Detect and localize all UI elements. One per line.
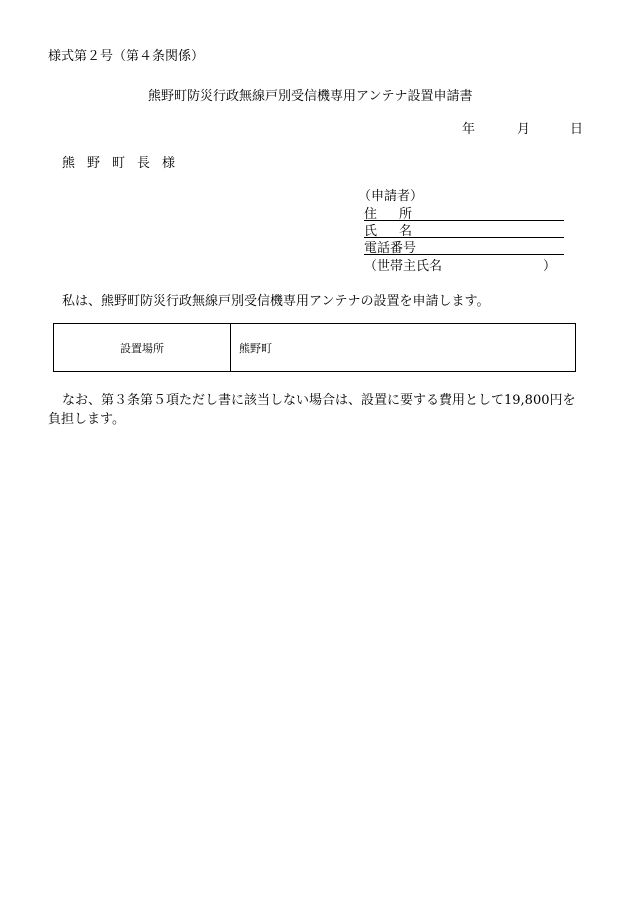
address-field[interactable] xyxy=(364,203,564,221)
installation-location-table xyxy=(53,323,576,372)
application-statement: 私は、熊野町防災行政無線戸別受信機専用アンテナの設置を申請します。 xyxy=(62,294,490,309)
document-title: 熊野町防災行政無線戸別受信機専用アンテナ設置申請書 xyxy=(148,89,473,104)
date-day-label: 日 xyxy=(570,122,584,137)
cost-note: なお、第３条第５項ただし書に該当しない場合は、設置に要する費用として19,800円を負担します。 xyxy=(48,393,576,427)
address-label: 住所 xyxy=(364,207,435,222)
name-field[interactable] xyxy=(364,220,564,238)
installation-location-value[interactable]: 熊野町 xyxy=(239,341,272,355)
addressee: 熊野町長様 xyxy=(62,156,188,171)
phone-label: 電話番号 xyxy=(364,241,417,256)
date-year-label: 年 xyxy=(462,122,476,137)
name-label: 氏名 xyxy=(364,224,435,239)
installation-location-label: 設置場所 xyxy=(54,324,231,371)
date-month-label: 月 xyxy=(517,122,531,137)
date-line xyxy=(462,118,584,137)
applicant-heading: （申請者） xyxy=(358,189,424,204)
householder-close-paren: ） xyxy=(542,259,556,274)
phone-field[interactable] xyxy=(364,237,564,255)
householder-label: （世帯主氏名 xyxy=(364,259,443,274)
form-number: 様式第２号（第４条関係） xyxy=(48,49,205,64)
